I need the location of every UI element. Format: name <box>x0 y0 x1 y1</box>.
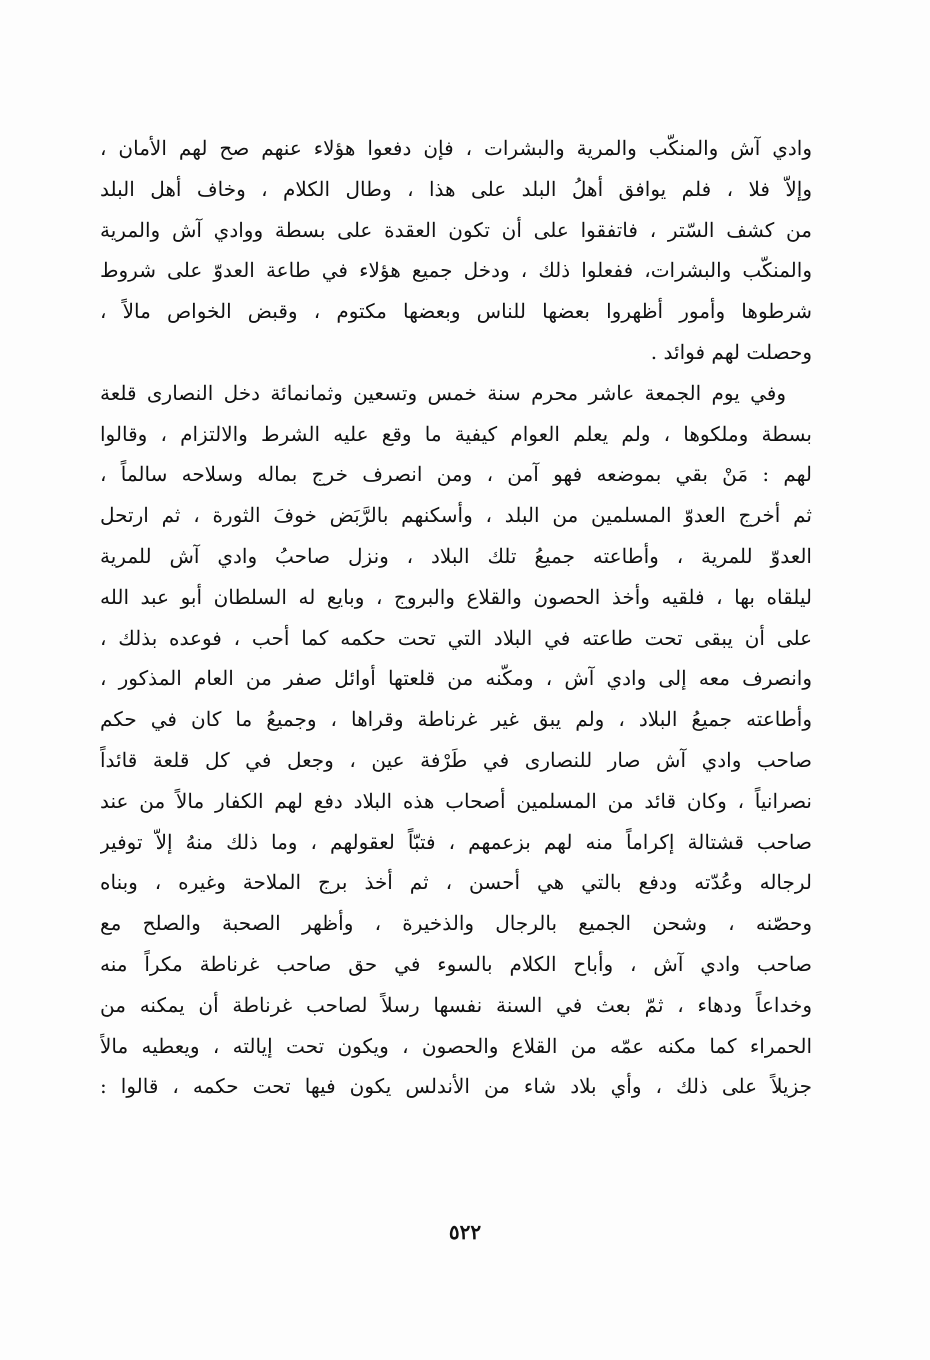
text-line: من كشف السّتر ، فاتفقوا على أن تكون العقدة على بسطة ووادي آش والمرية <box>100 217 812 242</box>
text-line: شرطوها وأمور أظهروا بعضها للناس وبعضها مكتوم ، وقبض الخواص مالاً ، <box>100 299 812 324</box>
text-line: لهم : مَنْ بقي بموضعه فهو آمن ، ومن انصرف خرج بماله وسلاحه سالماً ، <box>100 462 812 487</box>
text-line: وإلاّ فلا ، فلم يوافق أهلُ البلد على هذا ، وطال الكلام ، وخاف أهل البلد <box>100 176 812 201</box>
text-line: صاحب وادي آش ، وأباح الكلام بالسوء في حق صاحب غرناطة مكراً منه <box>100 951 812 976</box>
text-line: بسطة وملكوها ، ولم يعلم العوام كيفية ما وقع عليه الشرط والالتزام ، وقالوا <box>100 421 812 446</box>
text-line: وحصّنه ، وشحن الجميع بالرجال والذخيرة ، وأظهر الصحبة والصلح مع <box>100 911 812 936</box>
text-line: وحصلت لهم فوائد . <box>650 339 812 364</box>
text-line: الحمراء كما مكنه عمّه من القلاع والحصون ، ويكون تحت إيالته ، ويعطيه مالاً <box>100 1033 812 1058</box>
text-line: صاحب قشتالة إكراماً منه لهم بزعمهم ، فتبّاً لعقولهم ، وما ذلك منهُ إلاّ توفير <box>100 829 812 854</box>
text-line: وانصرف معه إلى وادي آش ، ومكّنه من قلعتها أوائل صفر من العام المذكور ، <box>100 666 812 691</box>
page-number: ٥٢٢ <box>448 1220 482 1244</box>
text-line: العدوّ للمرية ، وأطاعته جميعُ تلك البلاد ، ونزل صاحبُ وادي آش للمرية <box>100 543 812 568</box>
text-line: ليلقاه بها ، فلقيه وأخذ الحصون والقلاع والبروج ، وبايع له السلطان أبو عبد الله <box>100 584 812 609</box>
body-text <box>100 128 812 1107</box>
text-line: وأطاعته جميعُ البلاد ، ولم يبق غير غرناطة وقراها ، وجميعُ ما كان في حكم <box>100 707 812 732</box>
paragraph-1 <box>100 128 812 373</box>
text-line: صاحب وادي آش صار للنصارى في طَرْفة عين ، وجعل في كل قلعة قائداً <box>100 747 812 772</box>
text-line: ثم أخرج العدوّ المسلمين من البلد ، وأسكنهم بالرَّبَض خوفَ الثورة ، ثم ارتحل <box>100 503 812 528</box>
text-line: وفي يوم الجمعة عاشر محرم سنة خمس وتسعين وثمانمائة دخل النصارى قلعة <box>100 380 786 405</box>
text-line: على أن يبقى تحت طاعته في البلاد التي تحت حكمه كما أحب ، فوعده بذلك ، <box>100 625 812 650</box>
text-line: والمنكّب والبشرات، ففعلوا ذلك ، ودخل جميع هؤلاء في طاعة العدوّ على شروط <box>100 258 812 283</box>
text-line: جزيلاً على ذلك ، وأي بلاد شاء من الأندلس يكون فيها تحت حكمه ، قالوا : <box>100 1074 812 1099</box>
text-line: نصرانياً ، وكان قائد من المسلمين أصحاب هذه البلاد دفع لهم الكفار مالاً من عند <box>100 788 812 813</box>
paragraph-2 <box>100 373 812 1107</box>
text-line: لرجاله وعُدّته ودفع بالتي هي أحسن ، ثم أخذ برج الملاحة وغيره ، وبناه <box>100 870 812 895</box>
text-line: وادي آش والمنكّب والمرية والبشرات ، فإن دفعوا هؤلاء عنهم صح لهم الأمان ، <box>100 136 812 160</box>
text-line: وخداعاً ودهاء ، ثمّ بعث في السنة نفسها رسلاً لصاحب غرناطة أن يمكنه من <box>100 992 812 1017</box>
